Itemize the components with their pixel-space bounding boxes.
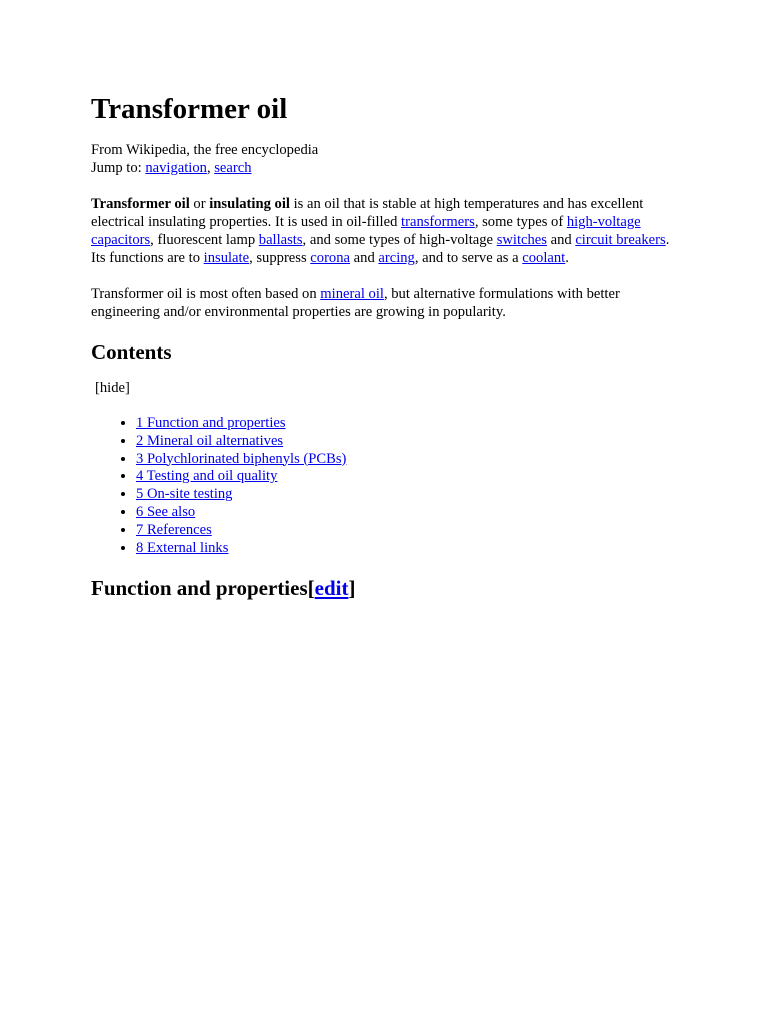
second-paragraph	[91, 285, 671, 321]
edit-link[interactable]: edit	[314, 576, 349, 601]
link-arcing[interactable]: arcing	[378, 250, 415, 266]
toc-item	[136, 486, 671, 504]
text-fragment: , fluorescent lamp	[150, 232, 259, 248]
toc-link-on-site-testing[interactable]: 5 On-site testing	[136, 486, 233, 503]
toc-item	[136, 433, 671, 451]
toc-link-external-links[interactable]: 8 External links	[136, 539, 229, 556]
link-mineral-oil[interactable]: mineral oil	[320, 286, 384, 302]
toc-link-see-also[interactable]: 6 See also	[136, 503, 196, 520]
jump-search-link[interactable]: search	[214, 160, 252, 176]
text-fragment: .	[565, 250, 569, 266]
link-corona[interactable]: corona	[310, 250, 351, 266]
link-high-voltage-capacitors[interactable]: high-voltage capacitors	[91, 214, 641, 248]
term-insulating-oil: insulating oil	[209, 196, 290, 212]
link-circuit-breakers[interactable]: circuit breakers	[575, 232, 666, 248]
text-fragment: , suppress	[249, 250, 311, 266]
toc-item	[136, 468, 671, 486]
toc-item	[136, 540, 671, 558]
contents-heading: Contents	[91, 340, 172, 364]
text-fragment: and	[350, 250, 379, 266]
text-fragment: , and some types of high-voltage	[302, 232, 497, 248]
page-title: Transformer oil	[91, 93, 288, 125]
link-switches[interactable]: switches	[496, 232, 547, 248]
toc-hide-toggle[interactable]: [hide]	[95, 380, 130, 396]
toc-link-function-and-properties[interactable]: 1 Function and properties	[136, 415, 286, 431]
jump-prefix: Jump to:	[91, 160, 146, 176]
jump-to-line	[91, 159, 671, 177]
link-ballasts[interactable]: ballasts	[258, 232, 303, 248]
toc-link-references[interactable]: 7 References	[136, 521, 212, 538]
jump-navigation-link[interactable]: navigation	[145, 160, 207, 176]
text-fragment: , some types of	[474, 214, 567, 230]
toc-item	[136, 522, 671, 540]
link-insulate[interactable]: insulate	[203, 250, 250, 266]
link-coolant[interactable]: coolant	[522, 250, 566, 266]
toc-link-testing-and-oil-quality[interactable]: 4 Testing and oil quality	[136, 468, 278, 485]
edit-bracket-open: [	[307, 576, 315, 601]
toc-item	[136, 504, 671, 522]
edit-bracket-close: ]	[348, 576, 356, 601]
text-fragment: Transformer oil is most often based on	[91, 286, 321, 302]
toc-item	[136, 451, 671, 469]
term-transformer-oil: Transformer oil	[91, 196, 190, 212]
link-transformers[interactable]: transformers	[401, 214, 475, 230]
text-fragment: . Its functions are to	[91, 232, 670, 266]
text-fragment: is an oil that is stable at high temperatures and has excellent electrical insulating properties. It is used in oil-filled	[91, 196, 644, 230]
tagline: From Wikipedia, the free encyclopedia	[91, 142, 319, 158]
text-fragment: and	[546, 232, 576, 248]
intro-paragraph	[91, 195, 671, 267]
toc-link-mineral-oil-alternatives[interactable]: 2 Mineral oil alternatives	[136, 432, 284, 449]
section-title: Function and properties	[91, 576, 308, 601]
jump-separator: ,	[206, 160, 215, 176]
text-fragment: , but alternative formulations with better engineering and/or environmental properties are growing in popularity.	[91, 286, 620, 320]
toc-link-polychlorinated-biphenyls[interactable]: 3 Polychlorinated biphenyls (PCBs)	[136, 450, 347, 467]
text-fragment: , and to serve as a	[414, 250, 523, 266]
section-heading-function-and-properties	[91, 575, 671, 601]
text-fragment: or	[189, 196, 210, 212]
toc-list	[91, 415, 671, 557]
toc-item	[136, 415, 671, 433]
